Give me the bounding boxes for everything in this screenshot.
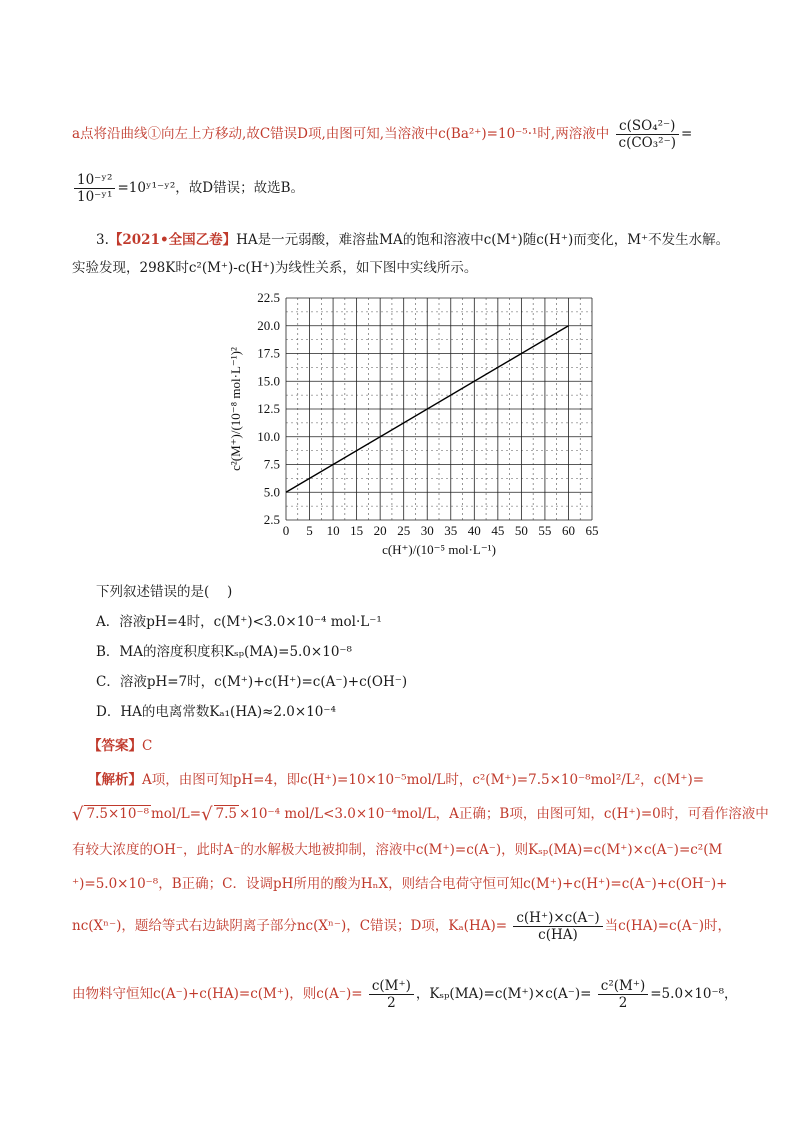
- analysis-line-4: ⁺)=5.0×10⁻⁸，B正确；C．设调pH所用的酸为HₙX，则结合电荷守恒可知c(M⁺)+c(H⁺)=c(A⁻)+c(OH⁻)+: [72, 876, 728, 892]
- text-segment: a点将沿曲线①向左上方移动,故C错误D项,由图可知,当溶液中: [72, 126, 439, 142]
- y-tick-label: 20.0: [257, 317, 280, 333]
- sqrt-term: 7.5×10⁻⁸: [86, 806, 149, 822]
- answer-label: 【答案】: [88, 738, 142, 754]
- x-tick-label: 35: [444, 523, 458, 538]
- x-tick-label: 50: [514, 523, 528, 538]
- analysis-text: A项，由图可知pH=4，即c(H⁺)=10×10⁻⁵mol/L时，c²(M⁺)=7.5×10⁻⁸mol²/L²，c(M⁺)=: [142, 772, 705, 788]
- analysis-line-1: [88, 770, 704, 790]
- sqrt-term: 7.5: [215, 806, 238, 822]
- x-tick-label: 10: [326, 523, 340, 538]
- text-segment: 时,两溶液中: [537, 126, 610, 142]
- y-tick-label: 15.0: [257, 373, 280, 389]
- answer-value: C: [142, 738, 153, 754]
- fraction-numerator: c(M⁺): [369, 978, 414, 995]
- analysis-text: ×10⁻⁴ mol/L<3.0×10⁻⁴mol/L，A正确；B项，由图可知，c(H⁺)=0时，可看作溶液中: [239, 806, 769, 822]
- analysis-line-2: √ 7.5×10⁻⁸ mol/L=√ 7.5 ×10⁻⁴ mol/L<3.0×10⁻⁴mol/L，A正确；B项，由图可知，c(H⁺)=0时，可看作溶液中: [72, 804, 769, 825]
- fraction-cm-half: [369, 978, 414, 1011]
- y-tick-label: 10.0: [257, 428, 280, 444]
- text-line-1: [72, 118, 692, 151]
- fraction-denominator: c(HA): [538, 927, 578, 943]
- question-line-2: [72, 258, 477, 278]
- option-c: C．溶液pH=7时，c(M⁺)+c(H⁺)=c(A⁻)+c(OH⁻): [96, 674, 408, 690]
- analysis-line-6: [72, 978, 738, 1011]
- fraction-denominator: 10⁻ʸ¹: [77, 189, 113, 205]
- fraction-numerator: c(SO₄²⁻): [616, 118, 679, 135]
- y-tick-label: 5.0: [263, 484, 280, 500]
- x-tick-label: 45: [491, 523, 505, 538]
- x-tick-label: 65: [585, 523, 599, 538]
- fraction-denominator: c(CO₃²⁻): [618, 135, 676, 151]
- analysis-label: 【解析】: [88, 772, 142, 788]
- option-a: A．溶液pH=4时，c(M⁺)<3.0×10⁻⁴ mol·L⁻¹: [96, 614, 382, 630]
- analysis-text: ，Kₛₚ(MA)=c(M⁺)×c(A⁻)=: [415, 986, 592, 1002]
- question-number: 3.: [96, 232, 109, 248]
- analysis-text: 由物料守恒知c(A⁻)+c(HA)=c(M⁺)，则c(A⁻)=: [72, 986, 363, 1002]
- analysis-text: 当c(HA)=c(A⁻)时，: [604, 918, 732, 934]
- equals-sign: =: [680, 126, 693, 142]
- analysis-line-3: 有较大浓度的OH⁻，此时A⁻的水解极大地被抑制，溶液中c(M⁺)=c(A⁻)，则Kₛₚ(MA)=c(M⁺)×c(A⁻)=c²(M: [72, 842, 723, 858]
- text-line-2: [72, 172, 304, 205]
- fraction-powers: [74, 172, 115, 205]
- analysis-text: mol/L=: [150, 806, 202, 822]
- analysis-line-5: [72, 910, 731, 943]
- option-d: D．HA的电离常数Kₐ₁(HA)≈2.0×10⁻⁴: [96, 704, 336, 720]
- y-tick-label: 17.5: [257, 345, 280, 361]
- question-line-1: [96, 230, 729, 250]
- fraction-ka: [513, 910, 602, 943]
- x-axis-label: c(H⁺)/(10⁻⁵ mol·L⁻¹): [382, 542, 496, 557]
- y-tick-label: 12.5: [257, 401, 280, 416]
- x-tick-label: 0: [282, 523, 290, 538]
- y-tick-label: 2.5: [263, 512, 280, 527]
- fraction-so4-co3: [616, 118, 679, 151]
- question-source: 【2021•全国乙卷】: [108, 232, 237, 248]
- x-tick-label: 55: [538, 523, 552, 538]
- text-segment: c(Ba²⁺)=10⁻⁵·¹: [438, 126, 538, 142]
- question-text: 实验发现，298K时c²(M⁺)-c(H⁺)为线性关系，如下图中实线所示。: [72, 260, 478, 276]
- x-tick-label: 20: [373, 523, 387, 538]
- fraction-numerator: 10⁻ʸ²: [74, 172, 115, 189]
- c2-vs-cH-chart: [222, 288, 602, 578]
- analysis-text: =5.0×10⁻⁸，: [650, 986, 738, 1002]
- x-tick-label: 15: [350, 523, 364, 538]
- y-tick-label: 7.5: [263, 456, 280, 472]
- option-b: B．MA的溶度积度积Kₛₚ(MA)=5.0×10⁻⁸: [96, 644, 352, 660]
- question-prompt: 下列叙述错误的是( ): [96, 584, 233, 600]
- x-tick-label: 60: [561, 523, 575, 538]
- y-tick-label: 22.5: [257, 290, 280, 305]
- text-segment: =10ʸ¹⁻ʸ²，故D错误；故选B。: [117, 180, 305, 196]
- x-tick-label: 5: [306, 523, 313, 538]
- analysis-text: nc(Xⁿ⁻)，题给等式右边缺阴离子部分nc(Xⁿ⁻)，C错误；D项，Kₐ(HA)=: [72, 918, 508, 934]
- fraction-numerator: c(H⁺)×c(A⁻): [513, 910, 602, 927]
- fraction-numerator: c²(M⁺): [598, 978, 648, 995]
- y-axis-label: c²(M⁺)/(10⁻⁸ mol·L⁻¹)²: [228, 347, 243, 471]
- fraction-denominator: 2: [387, 995, 396, 1011]
- fraction-denominator: 2: [618, 995, 628, 1011]
- answer-line: [88, 736, 152, 756]
- x-tick-label: 40: [467, 523, 481, 538]
- x-tick-label: 25: [397, 523, 411, 538]
- fraction-c2m-half: [598, 978, 648, 1011]
- question-text: HA是一元弱酸，难溶盐MA的饱和溶液中c(M⁺)随c(H⁺)而变化，M⁺不发生水解。: [236, 232, 730, 248]
- x-tick-label: 30: [420, 523, 434, 538]
